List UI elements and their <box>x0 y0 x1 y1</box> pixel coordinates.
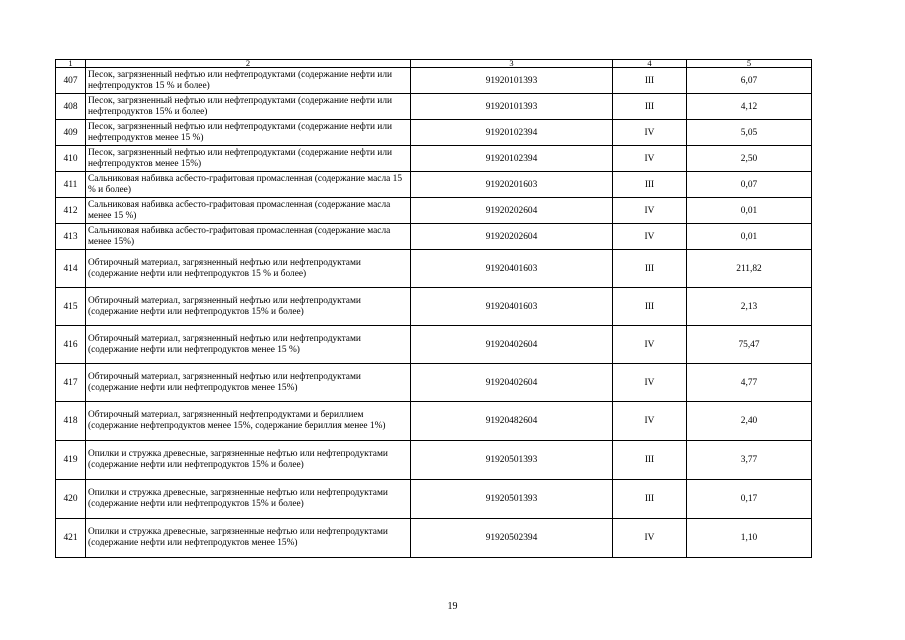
hazard-class-cell: III <box>613 441 687 480</box>
row-number-cell: 420 <box>56 480 86 519</box>
hazard-class-cell: IV <box>613 198 687 224</box>
waste-name-cell: Сальниковая набивка асбесто-графитовая промасленная (содержание масла менее 15 %) <box>86 198 411 224</box>
fkko-code-cell: 91920202604 <box>411 198 613 224</box>
page-number: 19 <box>447 601 458 612</box>
waste-name-cell: Обтирочный материал, загрязненный нефтью или нефтепродуктами (содержание нефти или нефтепродуктов менее 15 %) <box>86 326 411 364</box>
hazard-class-cell: IV <box>613 120 687 146</box>
table-row <box>56 480 812 519</box>
hazard-class-cell: III <box>613 288 687 326</box>
row-number-cell: 415 <box>56 288 86 326</box>
table-row <box>56 288 812 326</box>
row-number-cell: 408 <box>56 94 86 120</box>
row-number-cell: 417 <box>56 364 86 402</box>
table-row <box>56 68 812 94</box>
quantity-cell: 6,07 <box>687 68 812 94</box>
waste-name-cell: Опилки и стружка древесные, загрязненные нефтью или нефтепродуктами (содержание нефти или нефтепродуктов 15% и более) <box>86 480 411 519</box>
table-row <box>56 326 812 364</box>
quantity-cell: 0,01 <box>687 224 812 250</box>
hazard-class-cell: IV <box>613 519 687 558</box>
table-header-row <box>56 60 812 68</box>
fkko-code-cell: 91920402604 <box>411 326 613 364</box>
fkko-code-cell: 91920501393 <box>411 480 613 519</box>
table-row <box>56 402 812 441</box>
waste-name-cell: Сальниковая набивка асбесто-графитовая промасленная (содержание масла менее 15%) <box>86 224 411 250</box>
quantity-cell: 0,01 <box>687 198 812 224</box>
table-row <box>56 441 812 480</box>
table-row <box>56 120 812 146</box>
waste-table <box>55 59 812 558</box>
quantity-cell: 4,77 <box>687 364 812 402</box>
table-row <box>56 364 812 402</box>
hazard-class-cell: III <box>613 172 687 198</box>
header-cell-1: 1 <box>56 60 86 68</box>
fkko-code-cell: 91920202604 <box>411 224 613 250</box>
quantity-cell: 5,05 <box>687 120 812 146</box>
quantity-cell: 1,10 <box>687 519 812 558</box>
hazard-class-cell: III <box>613 480 687 519</box>
table-row <box>56 250 812 288</box>
waste-name-cell: Обтирочный материал, загрязненный нефтью или нефтепродуктами (содержание нефти или нефтепродуктов менее 15%) <box>86 364 411 402</box>
hazard-class-cell: IV <box>613 402 687 441</box>
hazard-class-cell: IV <box>613 326 687 364</box>
quantity-cell: 0,07 <box>687 172 812 198</box>
waste-name-cell: Опилки и стружка древесные, загрязненные нефтью или нефтепродуктами (содержание нефти или нефтепродуктов 15% и более) <box>86 441 411 480</box>
header-cell-5: 5 <box>687 60 812 68</box>
header-cell-3: 3 <box>411 60 613 68</box>
hazard-class-cell: IV <box>613 224 687 250</box>
table-row <box>56 172 812 198</box>
fkko-code-cell: 91920201603 <box>411 172 613 198</box>
table-row <box>56 146 812 172</box>
fkko-code-cell: 91920401603 <box>411 250 613 288</box>
hazard-class-cell: IV <box>613 364 687 402</box>
waste-name-cell: Песок, загрязненный нефтью или нефтепродуктами (содержание нефти или нефтепродуктов 15 % и более) <box>86 68 411 94</box>
fkko-code-cell: 91920101393 <box>411 94 613 120</box>
row-number-cell: 421 <box>56 519 86 558</box>
waste-name-cell: Обтирочный материал, загрязненный нефтью или нефтепродуктами (содержание нефти или нефтепродуктов 15 % и более) <box>86 250 411 288</box>
waste-name-cell: Песок, загрязненный нефтью или нефтепродуктами (содержание нефти или нефтепродуктов менее 15%) <box>86 146 411 172</box>
waste-name-cell: Сальниковая набивка асбесто-графитовая промасленная (содержание масла 15 % и более) <box>86 172 411 198</box>
quantity-cell: 75,47 <box>687 326 812 364</box>
hazard-class-cell: IV <box>613 146 687 172</box>
header-cell-2: 2 <box>86 60 411 68</box>
fkko-code-cell: 91920482604 <box>411 402 613 441</box>
fkko-code-cell: 91920402604 <box>411 364 613 402</box>
waste-name-cell: Обтирочный материал, загрязненный нефтепродуктами и бериллием (содержание нефтепродуктов менее 15%, содержание бериллия менее 1%) <box>86 402 411 441</box>
waste-name-cell: Обтирочный материал, загрязненный нефтью или нефтепродуктами (содержание нефти или нефтепродуктов 15% и более) <box>86 288 411 326</box>
table-row <box>56 519 812 558</box>
row-number-cell: 418 <box>56 402 86 441</box>
hazard-class-cell: III <box>613 68 687 94</box>
row-number-cell: 413 <box>56 224 86 250</box>
fkko-code-cell: 91920102394 <box>411 146 613 172</box>
quantity-cell: 2,40 <box>687 402 812 441</box>
row-number-cell: 409 <box>56 120 86 146</box>
table-row <box>56 224 812 250</box>
table-row <box>56 94 812 120</box>
row-number-cell: 414 <box>56 250 86 288</box>
fkko-code-cell: 91920502394 <box>411 519 613 558</box>
waste-name-cell: Песок, загрязненный нефтью или нефтепродуктами (содержание нефти или нефтепродуктов 15% и более) <box>86 94 411 120</box>
quantity-cell: 3,77 <box>687 441 812 480</box>
row-number-cell: 410 <box>56 146 86 172</box>
hazard-class-cell: III <box>613 250 687 288</box>
row-number-cell: 407 <box>56 68 86 94</box>
fkko-code-cell: 91920101393 <box>411 68 613 94</box>
row-number-cell: 416 <box>56 326 86 364</box>
header-cell-4: 4 <box>613 60 687 68</box>
quantity-cell: 4,12 <box>687 94 812 120</box>
fkko-code-cell: 91920401603 <box>411 288 613 326</box>
quantity-cell: 2,13 <box>687 288 812 326</box>
quantity-cell: 211,82 <box>687 250 812 288</box>
fkko-code-cell: 91920102394 <box>411 120 613 146</box>
row-number-cell: 411 <box>56 172 86 198</box>
row-number-cell: 412 <box>56 198 86 224</box>
waste-name-cell: Песок, загрязненный нефтью или нефтепродуктами (содержание нефти или нефтепродуктов менее 15 %) <box>86 120 411 146</box>
quantity-cell: 0,17 <box>687 480 812 519</box>
table-row <box>56 198 812 224</box>
row-number-cell: 419 <box>56 441 86 480</box>
fkko-code-cell: 91920501393 <box>411 441 613 480</box>
waste-name-cell: Опилки и стружка древесные, загрязненные нефтью или нефтепродуктами (содержание нефти или нефтепродуктов менее 15%) <box>86 519 411 558</box>
hazard-class-cell: III <box>613 94 687 120</box>
quantity-cell: 2,50 <box>687 146 812 172</box>
